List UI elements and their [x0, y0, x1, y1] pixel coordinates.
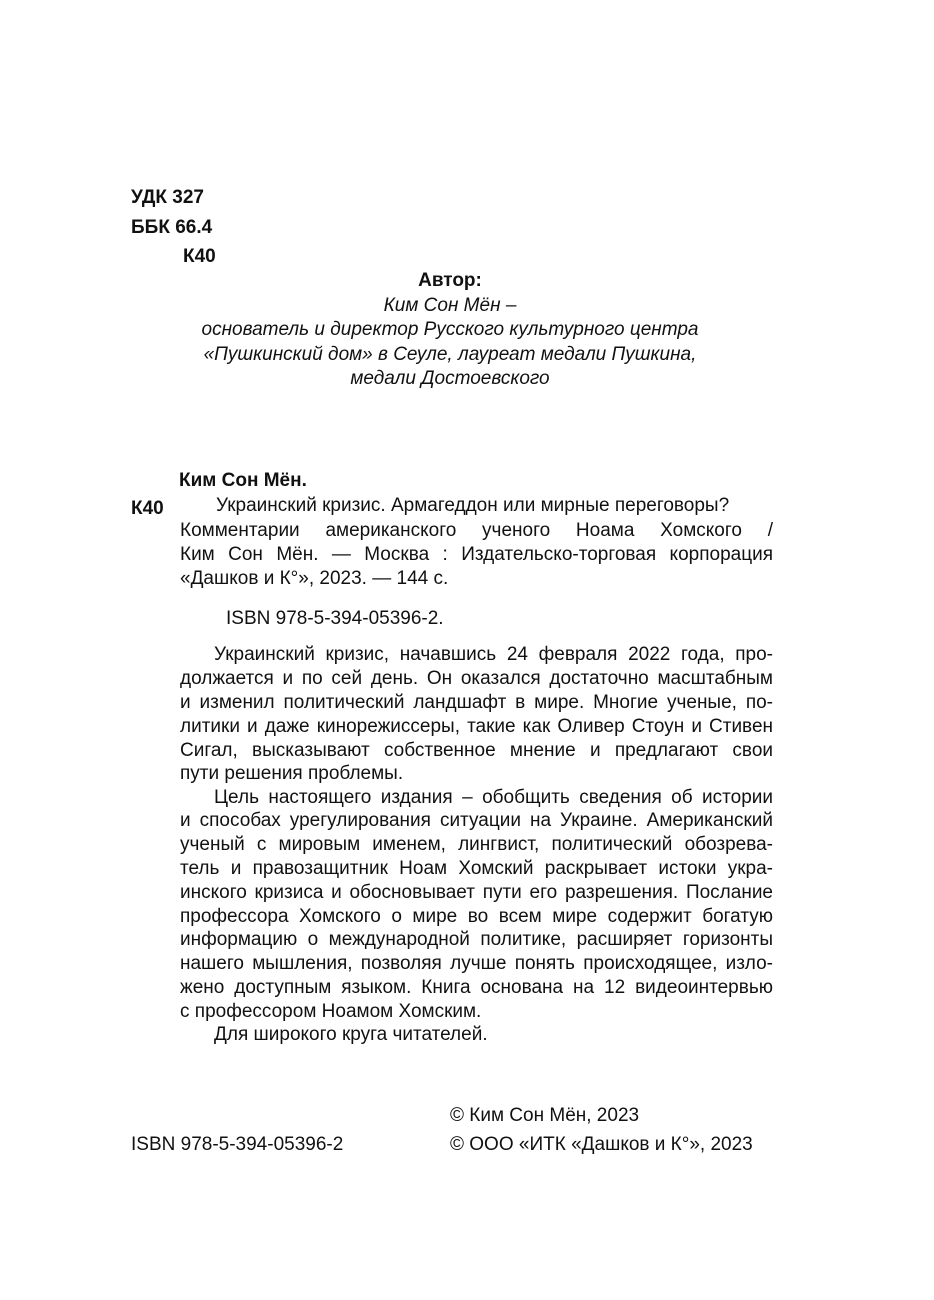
author-heading: Автор:: [418, 270, 482, 291]
catalog-author-name: Ким Сон Мён.: [179, 470, 307, 491]
catalog-title-line: «Дашков и К°», 2023. — 144 с.: [180, 568, 449, 589]
footer-isbn: ISBN 978-5-394-05396-2: [131, 1134, 344, 1155]
annotation-line: Цель настоящего издания – обобщить сведения об истории: [214, 787, 773, 808]
catalog-title-line: Украинский кризис. Армагеддон или мирные переговоры?: [216, 495, 730, 516]
annotation-line: пути решения проблемы.: [180, 763, 404, 784]
bbk-code: ББК 66.4: [131, 217, 213, 238]
annotation-line: профессора Хомского о мире во всем мире содержит богатую: [180, 906, 773, 927]
catalog-isbn: ISBN 978-5-394-05396-2.: [226, 608, 444, 629]
author-line: медали Достоевского: [350, 368, 550, 389]
catalog-title-line: Ким Сон Мён. — Москва : Издательско-торговая корпорация: [180, 544, 773, 565]
author-line: Ким Сон Мён –: [383, 294, 517, 316]
annotation-line: литики и даже кинорежиссеры, такие как Оливер Стоун и Стивен: [180, 716, 773, 737]
annotation-line: должается и по сей день. Он оказался достаточно масштабным: [180, 668, 773, 689]
annotation-line: нашего мышления, позволяя лучше понять происходящее, изло-: [180, 953, 773, 974]
annotation-line: информацию о международной политике, расширяет горизонты: [180, 929, 773, 950]
annotation-audience: Для широкого круга читателей.: [214, 1024, 488, 1045]
annotation-line: и изменил политический ландшафт в мире. Многие ученые, по-: [180, 692, 773, 713]
annotation-line: Украинский кризис, начавшись 24 февраля 2022 года, про-: [214, 644, 773, 665]
catalog-title-line: Комментарии американского ученого Ноама Хомского /: [180, 520, 773, 541]
udk-code: УДК 327: [131, 187, 204, 208]
author-line: основатель и директор Русского культурного центра: [201, 319, 699, 340]
annotation-line: жено доступным языком. Книга основана на 12 видеоинтервью: [180, 977, 773, 998]
annotation-line: инского кризиса и обосновывает пути его разрешения. Послание: [180, 882, 773, 903]
annotation-line: ученый с мировым именем, лингвист, политический обозрева-: [180, 834, 773, 855]
annotation-line: с профессором Ноамом Хомским.: [180, 1001, 482, 1022]
author-block: [150, 269, 750, 392]
catalog-mark: К40: [131, 498, 164, 519]
annotation-line: Сигал, высказывают собственное мнение и предлагают свои: [180, 740, 773, 761]
author-mark: К40: [183, 246, 216, 267]
annotation-line: тель и правозащитник Ноам Хомский раскрывает истоки укра-: [180, 858, 773, 879]
author-line: «Пушкинский дом» в Сеуле, лауреат медали Пушкина,: [203, 343, 697, 365]
copyright-publisher: © ООО «ИТК «Дашков и К°», 2023: [450, 1134, 753, 1155]
annotation-line: и способах урегулирования ситуации на Украине. Американский: [180, 810, 773, 831]
copyright-author: © Ким Сон Мён, 2023: [450, 1105, 640, 1126]
